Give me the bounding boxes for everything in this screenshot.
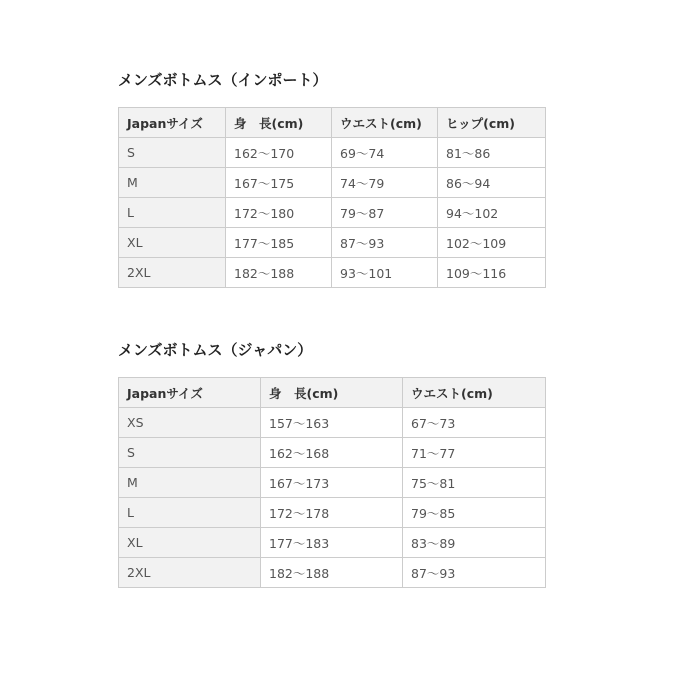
height-cell: 182〜188 [261, 558, 403, 588]
height-cell: 177〜185 [226, 228, 332, 258]
import-size-table [118, 107, 546, 288]
size-label-cell: S [119, 438, 261, 468]
height-cell: 167〜175 [226, 168, 332, 198]
size-label-cell: L [119, 498, 261, 528]
height-cell: 162〜168 [261, 438, 403, 468]
waist-cell: 69〜74 [332, 138, 438, 168]
size-label-cell: XL [119, 528, 261, 558]
hip-cell: 109〜116 [438, 258, 546, 288]
japan-size-table [118, 377, 546, 588]
header-japan-size: Japanサイズ [119, 378, 261, 408]
table-row [119, 408, 546, 438]
size-label-cell: XS [119, 408, 261, 438]
waist-cell: 79〜87 [332, 198, 438, 228]
size-label-cell: XL [119, 228, 226, 258]
table-row [119, 528, 546, 558]
import-size-section [118, 68, 545, 288]
table-header-row [119, 108, 546, 138]
hip-cell: 94〜102 [438, 198, 546, 228]
size-label-cell: 2XL [119, 558, 261, 588]
height-cell: 177〜183 [261, 528, 403, 558]
header-height: 身 長(cm) [226, 108, 332, 138]
size-label-cell: S [119, 138, 226, 168]
height-cell: 172〜178 [261, 498, 403, 528]
hip-cell: 86〜94 [438, 168, 546, 198]
hip-cell: 81〜86 [438, 138, 546, 168]
height-cell: 172〜180 [226, 198, 332, 228]
japan-section-title: メンズボトムス（ジャパン） [118, 341, 313, 359]
height-cell: 182〜188 [226, 258, 332, 288]
table-row [119, 558, 546, 588]
waist-cell: 71〜77 [403, 438, 546, 468]
table-row [119, 468, 546, 498]
waist-cell: 75〜81 [403, 468, 546, 498]
size-label-cell: L [119, 198, 226, 228]
hip-cell: 102〜109 [438, 228, 546, 258]
import-section-title: メンズボトムス（インポート） [118, 71, 328, 89]
header-waist: ウエスト(cm) [403, 378, 546, 408]
waist-cell: 74〜79 [332, 168, 438, 198]
waist-cell: 87〜93 [403, 558, 546, 588]
table-row [119, 438, 546, 468]
waist-cell: 79〜85 [403, 498, 546, 528]
waist-cell: 83〜89 [403, 528, 546, 558]
waist-cell: 67〜73 [403, 408, 546, 438]
height-cell: 157〜163 [261, 408, 403, 438]
height-cell: 162〜170 [226, 138, 332, 168]
size-label-cell: 2XL [119, 258, 226, 288]
header-hip: ヒップ(cm) [438, 108, 546, 138]
table-row [119, 258, 546, 288]
waist-cell: 93〜101 [332, 258, 438, 288]
table-row [119, 198, 546, 228]
table-header-row [119, 378, 546, 408]
height-cell: 167〜173 [261, 468, 403, 498]
japan-size-section [118, 338, 545, 588]
header-waist: ウエスト(cm) [332, 108, 438, 138]
waist-cell: 87〜93 [332, 228, 438, 258]
table-row [119, 228, 546, 258]
size-label-cell: M [119, 468, 261, 498]
header-japan-size: Japanサイズ [119, 108, 226, 138]
size-label-cell: M [119, 168, 226, 198]
header-height: 身 長(cm) [261, 378, 403, 408]
table-row [119, 138, 546, 168]
table-row [119, 168, 546, 198]
table-row [119, 498, 546, 528]
